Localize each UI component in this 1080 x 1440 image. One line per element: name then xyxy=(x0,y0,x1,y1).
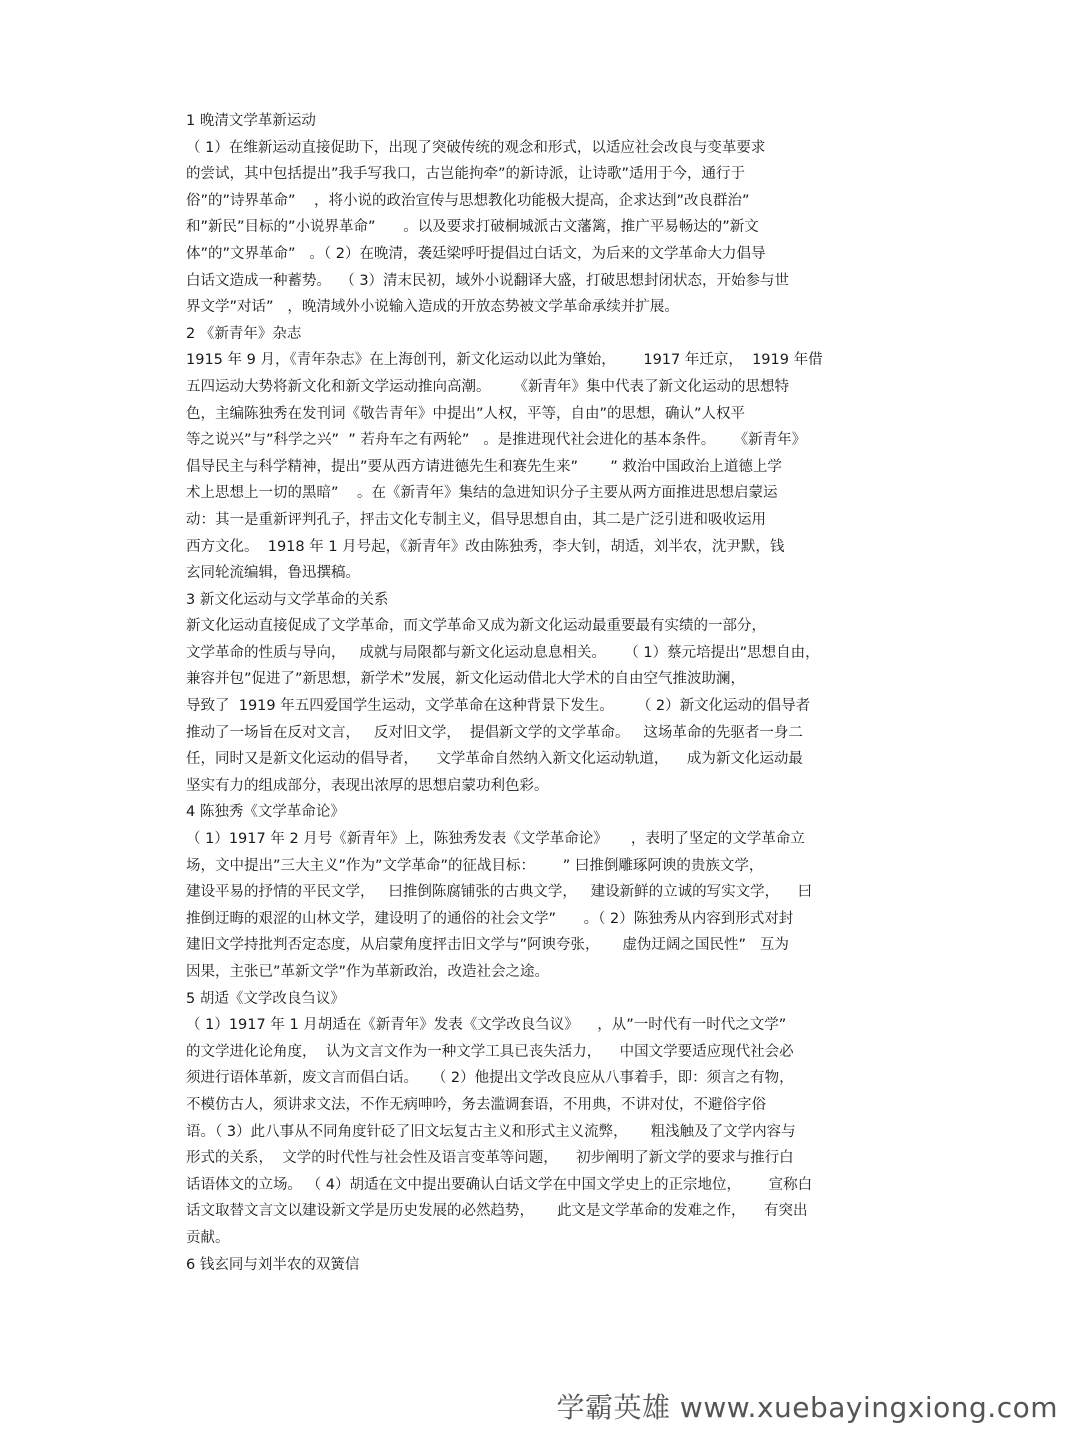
watermark: 学霸英雄 www.xuebayingxiong.com xyxy=(556,1391,1058,1424)
text-line: 任，同时又是新文化运动的倡导者， 文学革命自然纳入新文化运动轨道， 成为新文化运动最 xyxy=(186,751,803,768)
text-line: 坚实有力的组成部分，表现出浓厚的思想启蒙功利色彩。 xyxy=(186,777,549,794)
text-line: 动：其一是重新评判孔子，抨击文化专制主义，倡导思想自由，其二是广泛引进和吸收运用 xyxy=(186,511,766,528)
text-line: 语。（ 3）此八事从不同角度针砭了旧文坛复古主义和形式主义流弊， 粗浅触及了文学内容与 xyxy=(186,1123,796,1140)
section-heading: 1 晚清文学革新运动 xyxy=(186,113,316,129)
text-line: 形式的关系， 文学的时代性与社会性及语言变革等问题， 初步阐明了新文学的要求与推行白 xyxy=(186,1150,794,1167)
text-line: 界文学”对话” ，晚清域外小说输入造成的开放态势被文学革命承续并扩展。 xyxy=(186,299,679,316)
text-line: 建旧文学持批判否定态度，从启蒙角度抨击旧文学与”阿谀夸张， 虚伪迂阔之国民性” 互为 xyxy=(186,937,789,954)
text-line: 推倒迂晦的艰涩的山林文学，建设明了的通俗的社会文学” 。（ 2）陈独秀从内容到形式对封 xyxy=(186,910,794,927)
text-line: 色，主编陈独秀在发刊词《敬告青年》中提出”人权，平等，自由”的思想，确认”人权平 xyxy=(186,405,746,422)
text-line: 1915 年 9 月，《青年杂志》在上海创刊，新文化运动以此为肇始， 1917 年迁京， 1919 年借 xyxy=(186,352,823,369)
text-line: （ 1）在维新运动直接促助下，出现了突破传统的观念和形式，以适应社会改良与变革要求 xyxy=(186,139,766,156)
text-line: 兼容并包”促进了”新思想，新学术”发展，新文化运动借北大学术的自由空气推波助澜， xyxy=(186,671,746,688)
text-line: 的文学进化论角度， 认为文言文作为一种文学工具已丧失活力， 中国文学要适应现代社会必 xyxy=(186,1043,794,1060)
text-line: 俗”的”诗界革命” ，将小说的政治宣传与思想教化功能极大提高，企求达到”改良群治” xyxy=(186,192,750,209)
text-line: 白话文造成一种蓄势。 （ 3）清末民初，域外小说翻译大盛，打破思想封闭状态，开始参与世 xyxy=(186,272,790,289)
section-heading: 2 《新青年》杂志 xyxy=(186,325,302,342)
text-line: 话语体文的立场。 （ 4）胡适在文中提出要确认白话文学在中国文学史上的正宗地位， 宣称白 xyxy=(186,1176,813,1193)
text-line: （ 1）1917 年 1 月胡适在《新青年》发表《文学改良刍议》 ，从”一时代有一时代之文学” xyxy=(186,1017,787,1034)
text-line: 文学革命的性质与导向， 成就与局限都与新文化运动息息相关。 （ 1）蔡元培提出”思想自由， xyxy=(186,644,820,661)
text-line: 场，文中提出”三大主义”作为”文学革命”的征战目标： ” 曰推倒雕琢阿谀的贵族文学， xyxy=(186,857,764,874)
text-line: 的尝试，其中包括提出”我手写我口，古岂能拘牵”的新诗派，让诗歌”适用于今，通行于 xyxy=(186,166,746,183)
section-heading: 4 陈独秀《文学革命论》 xyxy=(186,804,345,821)
text-line: 西方文化。 1918 年 1 月号起，《新青年》改由陈独秀，李大钊，胡适，刘半农，沈尹默，钱 xyxy=(186,538,785,555)
section-heading: 3 新文化运动与文学革命的关系 xyxy=(186,591,389,608)
text-line: 不模仿古人，须讲求文法，不作无病呻吟，务去滥调套语，不用典，不讲对仗，不避俗字俗 xyxy=(186,1096,766,1113)
text-line: 因果，主张已”革新文学”作为革新政治，改造社会之途。 xyxy=(186,964,550,980)
text-line: 推动了一场旨在反对文言， 反对旧文学， 提倡新文学的文学革命。 这场革命的先驱者一身二 xyxy=(186,724,803,741)
text-line: （ 1）1917 年 2 月号《新青年》上，陈独秀发表《文学革命论》 ，表明了坚定的文学革命立 xyxy=(186,831,805,848)
text-line: 贡献。 xyxy=(186,1229,230,1246)
text-line: 建设平易的抒情的平民文学， 曰推倒陈腐铺张的古典文学， 建设新鲜的立诚的写实文学， 曰 xyxy=(186,884,813,901)
text-line: 话文取替文言文以建设新文学是历史发展的必然趋势， 此文是文学革命的发难之作， 有突出 xyxy=(186,1203,808,1220)
text-line: 倡导民主与科学精神，提出”要从西方请进德先生和赛先生来” ” 救治中国政治上道德上学 xyxy=(186,458,782,475)
text-line: 新文化运动直接促成了文学革命，而文学革命又成为新文化运动最重要最有实绩的一部分， xyxy=(186,618,766,635)
section-heading: 5 胡适《文学改良刍议》 xyxy=(186,990,345,1007)
document-body xyxy=(186,108,896,1278)
text-line: 玄同轮流编辑，鲁迅撰稿。 xyxy=(186,565,360,582)
text-line: 等之说兴”与”科学之兴” ” 若舟车之有两轮” 。是推进现代社会进化的基本条件。 《新青年》 xyxy=(186,432,807,449)
text-line: 体”的”文界革命” 。（ 2）在晚清，袭廷梁呼吁提倡过白话文，为后来的文学革命大力倡导 xyxy=(186,245,766,262)
text-line: 和”新民”目标的”小说界革命” 。以及要求打破桐城派古文藩篱，推广平易畅达的”新文 xyxy=(186,219,759,236)
text-line: 术上思想上一切的黑暗” 。在《新青年》集结的急进知识分子主要从两方面推进思想启蒙运 xyxy=(186,485,778,502)
section-heading: 6 钱玄同与刘半农的双簧信 xyxy=(186,1256,360,1273)
text-line: 五四运动大势将新文化和新文学运动推向高潮。 《新青年》集中代表了新文化运动的思想特 xyxy=(186,378,790,395)
text-line: 须进行语体革新，废文言而倡白话。 （ 2）他提出文学改良应从八事着手，即：须言之有物， xyxy=(186,1070,794,1087)
text-line: 导致了 1919 年五四爱国学生运动，文学革命在这种背景下发生。 （ 2）新文化运动的倡导者 xyxy=(186,698,811,715)
